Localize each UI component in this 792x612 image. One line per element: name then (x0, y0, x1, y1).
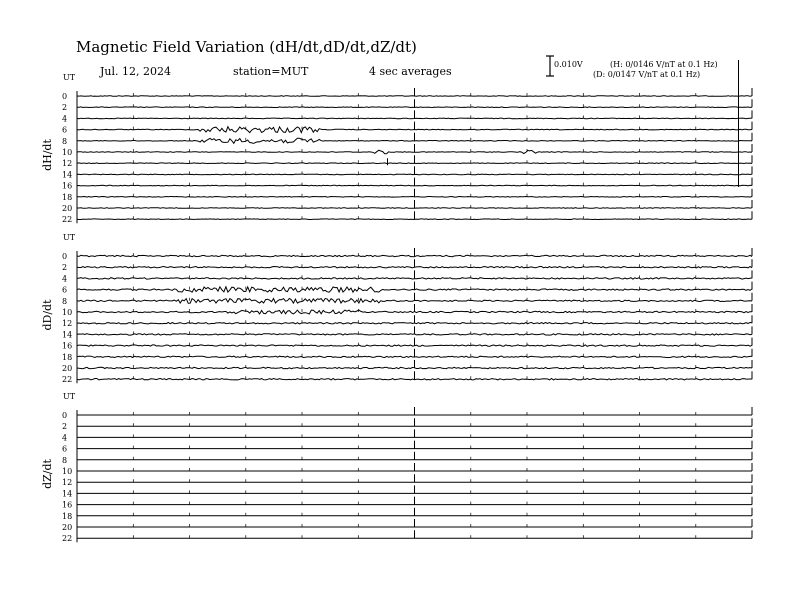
row-hour-label: 18 (62, 511, 73, 521)
row-hour-label: 2 (62, 422, 68, 432)
calibration-d-label: (D: 0/0147 V/nT at 0.1 Hz) (593, 70, 701, 79)
row-hour-label: 10 (62, 467, 73, 476)
row-hour-label: 4 (62, 433, 68, 443)
row-hour-label: 6 (62, 444, 68, 454)
averages-label: 4 sec averages (369, 65, 452, 78)
row-hour-label: 6 (62, 125, 68, 135)
row-hour-label: 2 (62, 263, 68, 273)
station-label: station=MUT (233, 65, 309, 78)
row-hour-label: 20 (62, 523, 73, 532)
row-hour-label: 8 (62, 136, 68, 146)
row-hour-label: 14 (62, 170, 73, 180)
row-hour-label: 6 (62, 285, 68, 295)
ut-axis-label: UT (63, 392, 76, 401)
row-hour-label: 18 (62, 352, 73, 362)
panel-ylabel: dH/dt (41, 139, 54, 171)
row-hour-label: 14 (62, 330, 73, 340)
row-hour-label: 2 (62, 103, 68, 113)
row-hour-label: 4 (62, 274, 68, 284)
date-label: Jul. 12, 2024 (100, 65, 171, 78)
row-hour-label: 14 (62, 489, 73, 499)
row-hour-label: 16 (62, 341, 73, 351)
row-hour-label: 10 (62, 308, 73, 317)
row-hour-label: 0 (62, 411, 68, 420)
row-hour-label: 16 (62, 181, 73, 191)
row-hour-label: 20 (62, 364, 73, 373)
panel-dH-dt (77, 86, 752, 223)
row-hour-label: 12 (62, 478, 73, 488)
row-hour-label: 4 (62, 114, 68, 124)
scale-value-label: 0.010V (554, 60, 583, 69)
row-hour-label: 12 (62, 159, 73, 169)
calibration-h-label: (H: 0/0146 V/nT at 0.1 Hz) (610, 60, 718, 69)
panel-dZ-dt (77, 407, 752, 542)
panel-dD-dt (77, 248, 752, 383)
row-hour-label: 22 (62, 375, 73, 385)
row-hour-label: 8 (62, 455, 68, 465)
row-hour-label: 18 (62, 192, 73, 202)
row-hour-label: 0 (62, 252, 68, 261)
ut-axis-label: UT (63, 73, 76, 82)
row-hour-label: 20 (62, 204, 73, 213)
row-hour-label: 12 (62, 319, 73, 329)
row-hour-label: 16 (62, 500, 73, 510)
ut-axis-label: UT (63, 233, 76, 242)
panel-ylabel: dD/dt (41, 299, 54, 331)
row-hour-label: 8 (62, 296, 68, 306)
row-hour-label: 10 (62, 148, 73, 157)
chart-title: Magnetic Field Variation (dH/dt,dD/dt,dZ/dt) (76, 38, 417, 56)
row-hour-label: 0 (62, 92, 68, 101)
row-hour-label: 22 (62, 215, 73, 225)
panel-ylabel: dZ/dt (41, 459, 54, 489)
row-hour-label: 22 (62, 534, 73, 544)
